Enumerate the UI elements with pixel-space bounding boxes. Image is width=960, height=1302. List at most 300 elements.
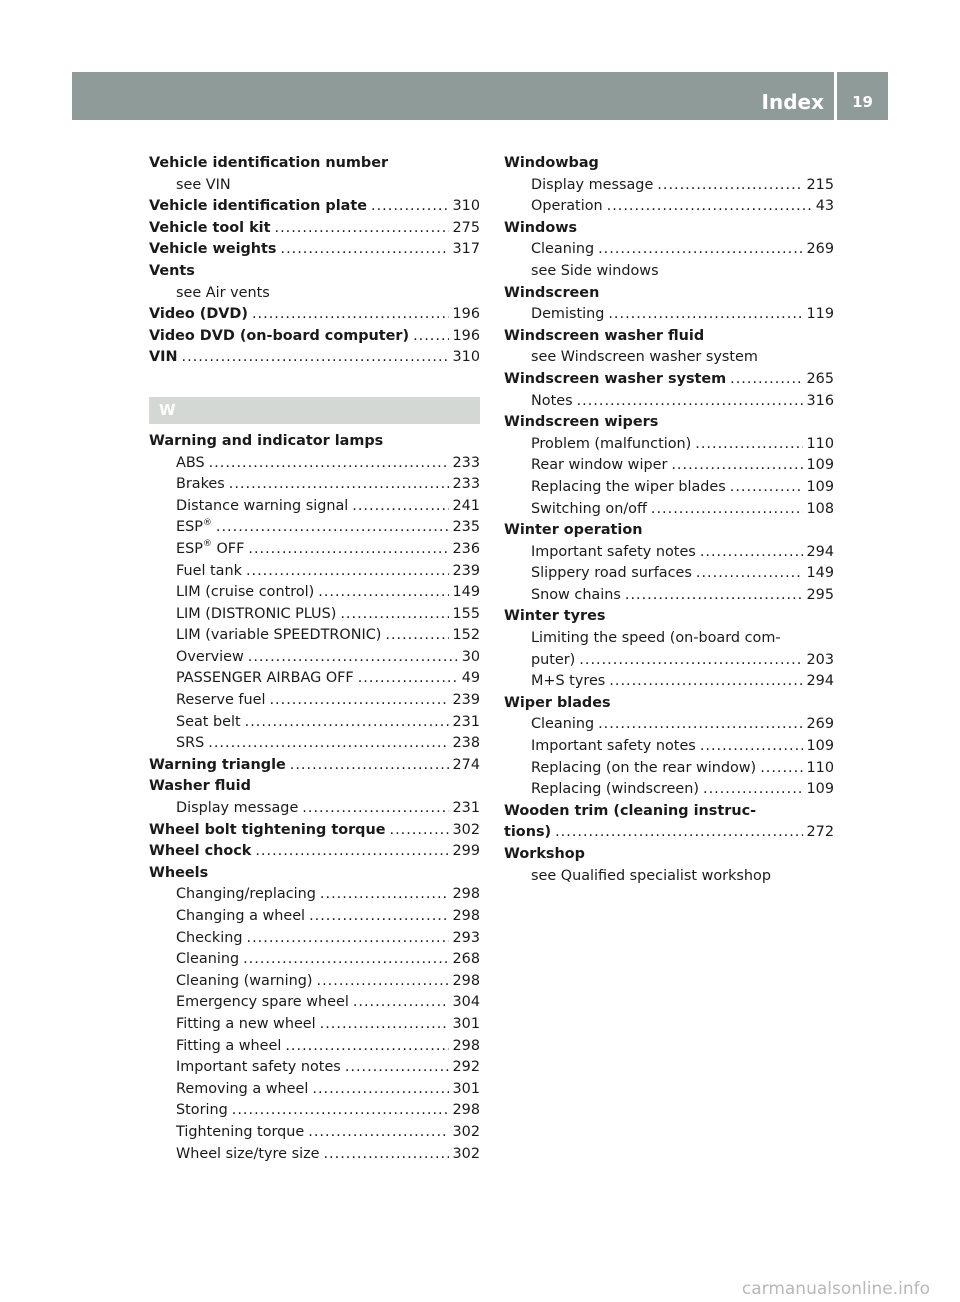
leader-dots [345,1057,449,1079]
page-reference: 235 [452,519,480,536]
index-subentry [149,1144,480,1166]
leader-dots [320,1014,449,1036]
leader-dots [390,820,449,842]
index-heading: Washer fluid [149,778,251,795]
entry-label-text: Seat belt [176,713,241,730]
leader-dots [625,585,803,607]
leader-dots [209,453,449,475]
entry-label [149,347,178,369]
index-cross-reference: see Windscreen washer system [531,349,758,366]
page-reference: 268 [452,951,480,968]
entry-label [176,712,241,734]
page-reference: 196 [452,306,480,323]
entry-label [176,992,349,1014]
page-reference: 152 [452,627,480,644]
index-group-w-continued [504,153,834,887]
page-reference: 231 [452,800,480,817]
page-reference: 241 [452,497,480,514]
entry-label [176,647,244,669]
leader-dots [340,604,448,626]
page-reference: 272 [806,824,834,841]
leader-dots [651,499,803,521]
leader-dots [657,175,802,197]
page-reference: 119 [806,306,834,323]
registered-mark: ® [202,539,212,550]
leader-dots [309,906,448,928]
index-cross-reference: Limiting the speed (on-board com- [531,630,781,647]
leader-dots [700,736,803,758]
index-heading: Windscreen washer fluid [504,327,705,344]
entry-label [531,542,696,564]
entry-label [176,884,316,906]
index-heading: Vents [149,262,195,279]
index-group-w [149,431,480,1165]
page-reference: 215 [806,176,834,193]
index-subentry [149,906,480,928]
index-subentry [504,542,834,564]
page-reference: 316 [806,392,834,409]
entry-label [176,625,381,647]
leader-dots [352,496,448,518]
entry-label [176,1079,308,1101]
leader-dots [232,1100,449,1122]
entry-label-text: LIM (variable SPEEDTRONIC) [176,627,382,644]
leader-dots [255,841,448,863]
index-heading: Wooden trim (cleaning instruc- [504,802,757,819]
entry-label [176,539,244,561]
index-subentry [504,304,834,326]
index-column-left [149,153,480,1165]
entry-label [176,798,298,820]
page-reference: 294 [806,673,834,690]
entry-label-text: Cleaning [531,716,595,733]
entry-label [149,820,386,842]
leader-dots [579,650,802,672]
entry-label [531,499,647,521]
page-reference: 231 [452,713,480,730]
index-subentry [504,714,834,736]
watermark: carmanualsonline.info [741,1279,930,1299]
index-heading: Wiper blades [504,694,611,711]
leader-dots [252,304,449,326]
entry-label-text: M+S tyres [531,673,606,690]
entry-label-text: Slippery road surfaces [531,565,692,582]
index-heading: Windowbag [504,155,599,171]
index-cross-reference: see Side windows [531,262,659,279]
index-subentry [149,733,480,755]
entry-label-text: Fitting a new wheel [176,1015,316,1032]
index-entry [149,755,480,777]
leader-dots [730,477,803,499]
index-entry [149,196,480,218]
index-group-v [149,153,480,369]
entry-label [531,239,594,261]
page-reference: 238 [452,735,480,752]
entry-label [531,477,726,499]
leader-dots [243,949,448,971]
entry-label [176,496,348,518]
entry-label [531,779,699,801]
index-entry [504,369,834,391]
index-entry [149,841,480,863]
leader-dots [269,690,448,712]
index-subentry [149,1036,480,1058]
entry-label [531,304,604,326]
leader-dots [246,561,449,583]
index-subentry [504,499,834,521]
entry-label-text: ESP [176,540,203,557]
entry-label-text: Display message [176,800,299,817]
leader-dots [353,992,449,1014]
page-reference: 233 [452,454,480,471]
index-cross-reference: see Air vents [176,284,270,301]
index-subentry [504,671,834,693]
page-reference: 149 [806,565,834,582]
leader-dots [245,712,449,734]
entry-label-text: tions) [504,824,552,841]
index-subentry [149,1014,480,1036]
leader-dots [413,326,448,348]
index-subentry [504,175,834,197]
leader-dots [248,539,448,561]
entry-label [176,971,313,993]
index-heading: Winter operation [504,522,643,539]
page-reference: 43 [815,198,834,215]
index-subentry [149,1057,480,1079]
entry-label-text: Wheel bolt tightening torque [149,821,386,838]
index-cross-reference: see Qualified specialist workshop [531,867,771,884]
index-heading: Windscreen [504,284,600,301]
index-subentry [149,884,480,906]
index-subentry [504,239,834,261]
entry-label [149,196,367,218]
index-entry [149,326,480,348]
page-reference: 108 [806,500,834,517]
entry-label-text: Storing [176,1102,228,1119]
entry-label-text: Cleaning (warning) [176,972,313,989]
entry-label [176,582,314,604]
index-subentry [149,992,480,1014]
page-reference: 310 [452,198,480,215]
page-reference: 110 [806,435,834,452]
entry-label [504,369,726,391]
entry-label-text: Notes [531,392,573,409]
entry-label [149,755,286,777]
index-subentry [149,496,480,518]
entry-label [531,758,756,780]
leader-dots [247,928,449,950]
section-spacer [149,369,480,397]
index-heading: Winter tyres [504,608,606,625]
leader-dots [182,347,449,369]
page-reference: 109 [806,478,834,495]
entry-label [149,326,409,348]
entry-label-text: Replacing the wiper blades [531,478,726,495]
index-subentry [149,668,480,690]
page-reference: 149 [452,584,480,601]
index-cross-reference: see VIN [176,176,231,193]
page-reference: 310 [452,349,480,366]
entry-label-text: PASSENGER AIRBAG OFF [176,670,354,687]
page-reference: 301 [452,1080,480,1097]
index-subentry [149,1100,480,1122]
index-heading: Wheels [149,864,209,881]
entry-label [176,1144,319,1166]
entry-label-text: Emergency spare wheel [176,994,349,1011]
page-reference: 301 [452,1015,480,1032]
entry-label-text: Reserve fuel [176,692,266,709]
page-reference: 49 [461,670,480,687]
entry-label-text: puter) [531,651,576,668]
index-entry [149,239,480,261]
index-subentry [149,1079,480,1101]
entry-label-text: Display message [531,176,654,193]
leader-dots [320,884,449,906]
page-reference: 298 [452,1102,480,1119]
leader-dots [208,733,448,755]
page-reference: 292 [452,1059,480,1076]
entry-label [531,585,621,607]
index-column-right [504,153,834,887]
entry-label-text: ABS [176,454,205,471]
entry-label-text: Replacing (on the rear window) [531,759,757,776]
page-reference: 302 [452,1123,480,1140]
index-subentry [149,712,480,734]
leader-dots [730,369,802,391]
entry-label-text: Overview [176,648,244,665]
entry-label [176,928,243,950]
index-heading: Workshop [504,846,585,862]
leader-dots [318,582,448,604]
leader-dots [285,1036,448,1058]
page-reference: 109 [806,738,834,755]
page-reference: 196 [452,327,480,344]
entry-label-text: Wheel size/tyre size [176,1145,320,1162]
entry-label-text: Warning triangle [149,756,286,773]
entry-label-text: Removing a wheel [176,1080,309,1097]
entry-label-text: Cleaning [531,241,595,258]
entry-label [176,517,212,539]
entry-label [176,690,265,712]
entry-label [176,1036,281,1058]
page-reference: 304 [452,994,480,1011]
entry-label-text: Brakes [176,476,225,493]
entry-label [176,604,336,626]
leader-dots [229,474,449,496]
entry-label-text: Fitting a wheel [176,1037,282,1054]
leader-dots [371,196,449,218]
entry-label-suffix: OFF [211,540,245,557]
page-reference: 110 [806,759,834,776]
leader-dots [248,647,458,669]
entry-label [531,650,575,672]
page-reference: 109 [806,781,834,798]
page-section-title: Index [761,90,824,114]
page-reference: 239 [452,692,480,709]
page-reference: 302 [452,1145,480,1162]
entry-label-text: Video DVD (on-board computer) [149,327,410,344]
entry-label-text: VIN [149,349,178,366]
entry-label-text: Changing a wheel [176,908,306,924]
entry-label [504,822,551,844]
page-reference: 233 [452,476,480,493]
leader-dots [281,239,449,261]
page-reference: 269 [806,716,834,733]
index-subentry [504,650,834,672]
entry-label [176,906,305,928]
leader-dots [695,434,802,456]
entry-label [176,733,204,755]
entry-label [531,391,573,413]
page-reference: 155 [452,605,480,622]
entry-label-text: Operation [531,198,603,215]
entry-label [176,668,354,690]
index-subentry [149,798,480,820]
entry-label-text: Changing/replacing [176,886,316,903]
leader-dots [607,196,812,218]
leader-dots [760,758,802,780]
entry-label-text: Vehicle weights [149,241,277,258]
entry-label [531,455,667,477]
page-reference: 299 [452,843,480,860]
entry-label-text: Cleaning [176,951,240,968]
index-entry [149,820,480,842]
entry-label-text: Video (DVD) [149,306,248,323]
page-reference: 298 [452,908,480,924]
leader-dots [609,671,802,693]
page-reference: 302 [452,821,480,838]
leader-dots [577,391,803,413]
leader-dots [275,218,449,240]
page-reference: 293 [452,929,480,946]
entry-label [176,1057,341,1079]
entry-label-text: Wheel chock [149,843,252,860]
index-entry [504,822,834,844]
leader-dots [598,239,802,261]
page-reference: 203 [806,651,834,668]
page-reference: 109 [806,457,834,474]
entry-label [531,671,605,693]
entry-label-text: Problem (malfunction) [531,435,692,452]
page-reference: 239 [452,562,480,579]
entry-label-text: ESP [176,519,203,536]
index-subentry [149,582,480,604]
index-subentry [149,949,480,971]
registered-mark: ® [202,517,212,528]
index-entry [149,304,480,326]
page-reference: 295 [806,586,834,603]
entry-label [531,714,594,736]
leader-dots [358,668,458,690]
entry-label [149,841,251,863]
entry-label [176,1122,304,1144]
entry-label-text: Important safety notes [176,1059,341,1076]
leader-dots [317,971,449,993]
entry-label-text: Vehicle tool kit [149,219,271,236]
leader-dots [312,1079,448,1101]
index-subentry [149,928,480,950]
entry-label [531,563,692,585]
page-reference: 275 [452,219,480,236]
leader-dots [555,822,802,844]
entry-label [531,175,653,197]
index-subentry [149,625,480,647]
entry-label [176,474,225,496]
entry-label [176,453,205,475]
entry-label-text: Switching on/off [531,500,647,517]
page-reference: 30 [461,648,480,665]
entry-label-text: Checking [176,929,243,946]
entry-label [176,949,239,971]
index-subentry [504,585,834,607]
entry-label-text: Windscreen washer system [504,370,727,387]
entry-label-text: Important safety notes [531,543,696,560]
page-number: 19 [852,93,873,111]
entry-label-text: LIM (cruise control) [176,584,315,601]
page-reference: 294 [806,543,834,560]
entry-label [531,434,691,456]
section-spacer [149,424,480,431]
entry-label [149,218,271,240]
index-subentry [149,971,480,993]
index-subentry [504,736,834,758]
entry-label-text: Fuel tank [176,562,242,579]
index-heading: Windscreen wipers [504,414,659,431]
page-reference: 298 [452,972,480,989]
index-subentry [149,604,480,626]
index-subentry [504,434,834,456]
leader-dots [302,798,448,820]
leader-dots [216,517,449,539]
leader-dots [700,542,803,564]
entry-label-text: Tightening torque [176,1123,305,1140]
index-subentry [149,539,480,561]
leader-dots [323,1144,448,1166]
entry-label-text: Replacing (windscreen) [531,781,699,798]
page-reference: 269 [806,241,834,258]
entry-label-text: SRS [176,735,205,752]
index-subentry [504,758,834,780]
leader-dots [696,563,803,585]
index-subentry [149,453,480,475]
index-heading: Vehicle identification number [149,155,389,171]
leader-dots [608,304,802,326]
entry-label-text: Snow chains [531,586,621,603]
index-subentry [504,455,834,477]
index-subentry [504,391,834,413]
index-subentry [504,477,834,499]
section-letter-bar: W [149,397,480,424]
index-entry [149,347,480,369]
index-heading: Windows [504,219,578,236]
index-subentry [149,1122,480,1144]
index-subentry [504,196,834,218]
page-reference: 265 [806,370,834,387]
leader-dots [671,455,802,477]
leader-dots [308,1122,448,1144]
entry-label [176,1014,316,1036]
index-subentry [504,779,834,801]
entry-label-text: Vehicle identification plate [149,198,368,215]
index-heading: Warning and indicator lamps [149,432,384,449]
page-reference: 298 [452,886,480,903]
entry-label [531,736,696,758]
entry-label-text: Important safety notes [531,738,696,755]
page-reference: 298 [452,1037,480,1054]
entry-label [531,196,603,218]
page-reference: 317 [452,241,480,258]
index-subentry [149,647,480,669]
